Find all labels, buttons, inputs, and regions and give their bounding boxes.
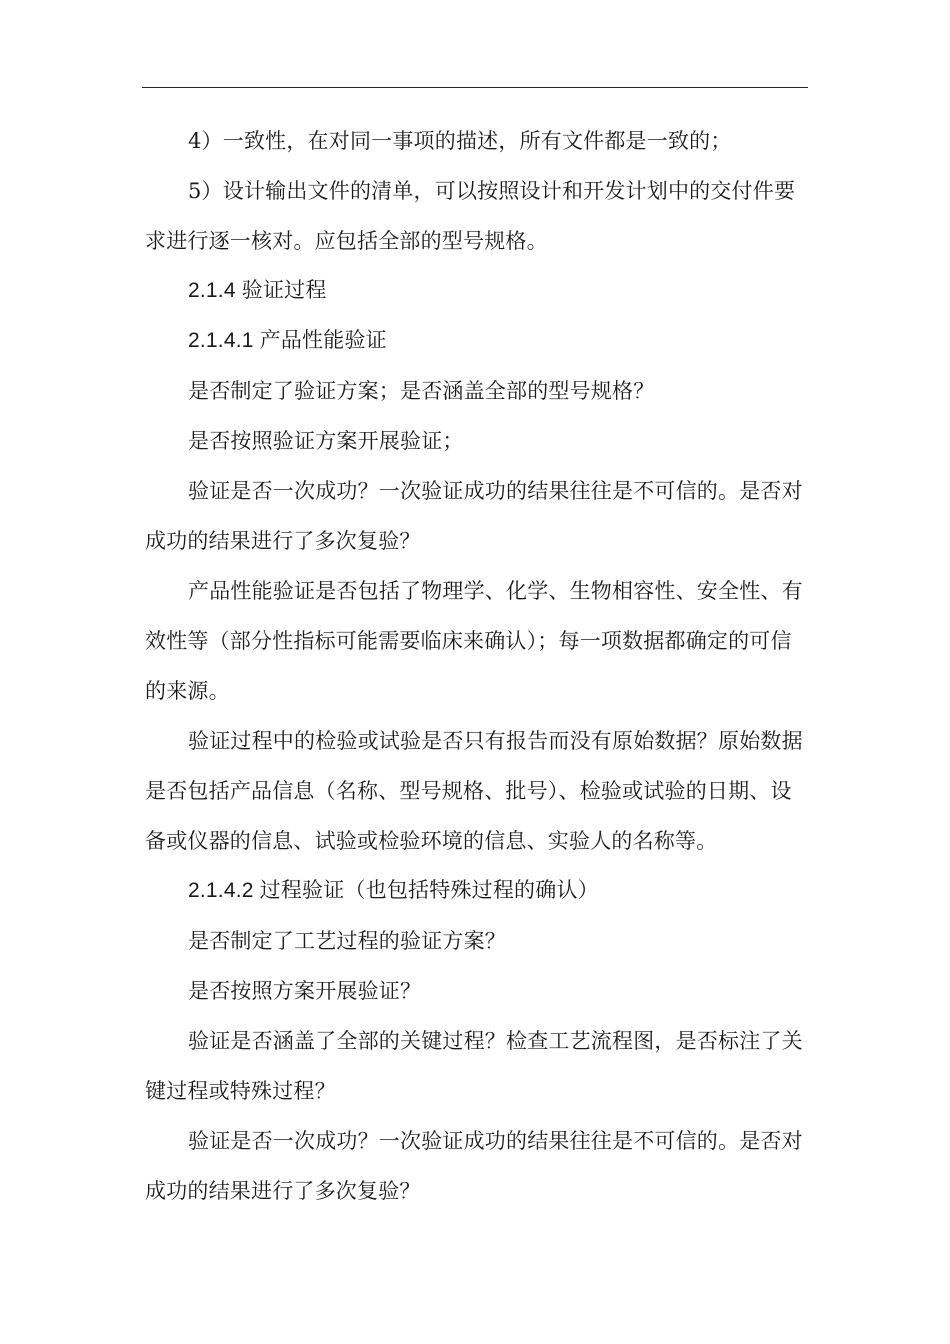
paragraph-verification-plan: 是否制定了验证方案；是否涵盖全部的型号规格？ bbox=[188, 379, 655, 403]
paragraph-process-once: 验证是否一次成功？一次验证成功的结果往往是不可信的。是否对成功的结果进行了多次复验？ bbox=[145, 1129, 803, 1203]
paragraph-process-plan: 是否制定了工艺过程的验证方案？ bbox=[188, 929, 506, 953]
paragraph-verification-execution: 是否按照验证方案开展验证； bbox=[188, 429, 464, 453]
subsection-heading-process-validation: 2.1.4.2 过程验证（也包括特殊过程的确认） bbox=[188, 879, 599, 902]
header-rule bbox=[142, 87, 808, 88]
paragraph-output-list: 5）设计输出文件的清单，可以按照设计和开发计划中的交付件要求进行逐一核对。应包括全部的型号规格。 bbox=[145, 179, 796, 253]
paragraph-key-processes: 验证是否涵盖了全部的关键过程？检查工艺流程图，是否标注了关键过程或特殊过程？ bbox=[145, 1029, 803, 1103]
paragraph-verification-once: 验证是否一次成功？一次验证成功的结果往往是不可信的。是否对成功的结果进行了多次复验？ bbox=[145, 479, 803, 553]
paragraph-process-execution: 是否按照方案开展验证？ bbox=[188, 979, 422, 1003]
document-body bbox=[145, 116, 810, 1216]
paragraph-consistency: 4）一致性，在对同一事项的描述，所有文件都是一致的； bbox=[188, 129, 732, 153]
paragraph-performance-scope: 产品性能验证是否包括了物理学、化学、生物相容性、安全性、有效性等（部分性指标可能需要临床来确认）；每一项数据都确定的可信的来源。 bbox=[145, 579, 803, 703]
section-heading-verification: 2.1.4 验证过程 bbox=[188, 279, 327, 302]
paragraph-raw-data: 验证过程中的检验或试验是否只有报告而没有原始数据？原始数据是否包括产品信息（名称、型号规格、批号）、检验或试验的日期、设备或仪器的信息、试验或检验环境的信息、实验人的名称等。 bbox=[145, 729, 803, 853]
subsection-heading-product-performance: 2.1.4.1 产品性能验证 bbox=[188, 329, 387, 352]
